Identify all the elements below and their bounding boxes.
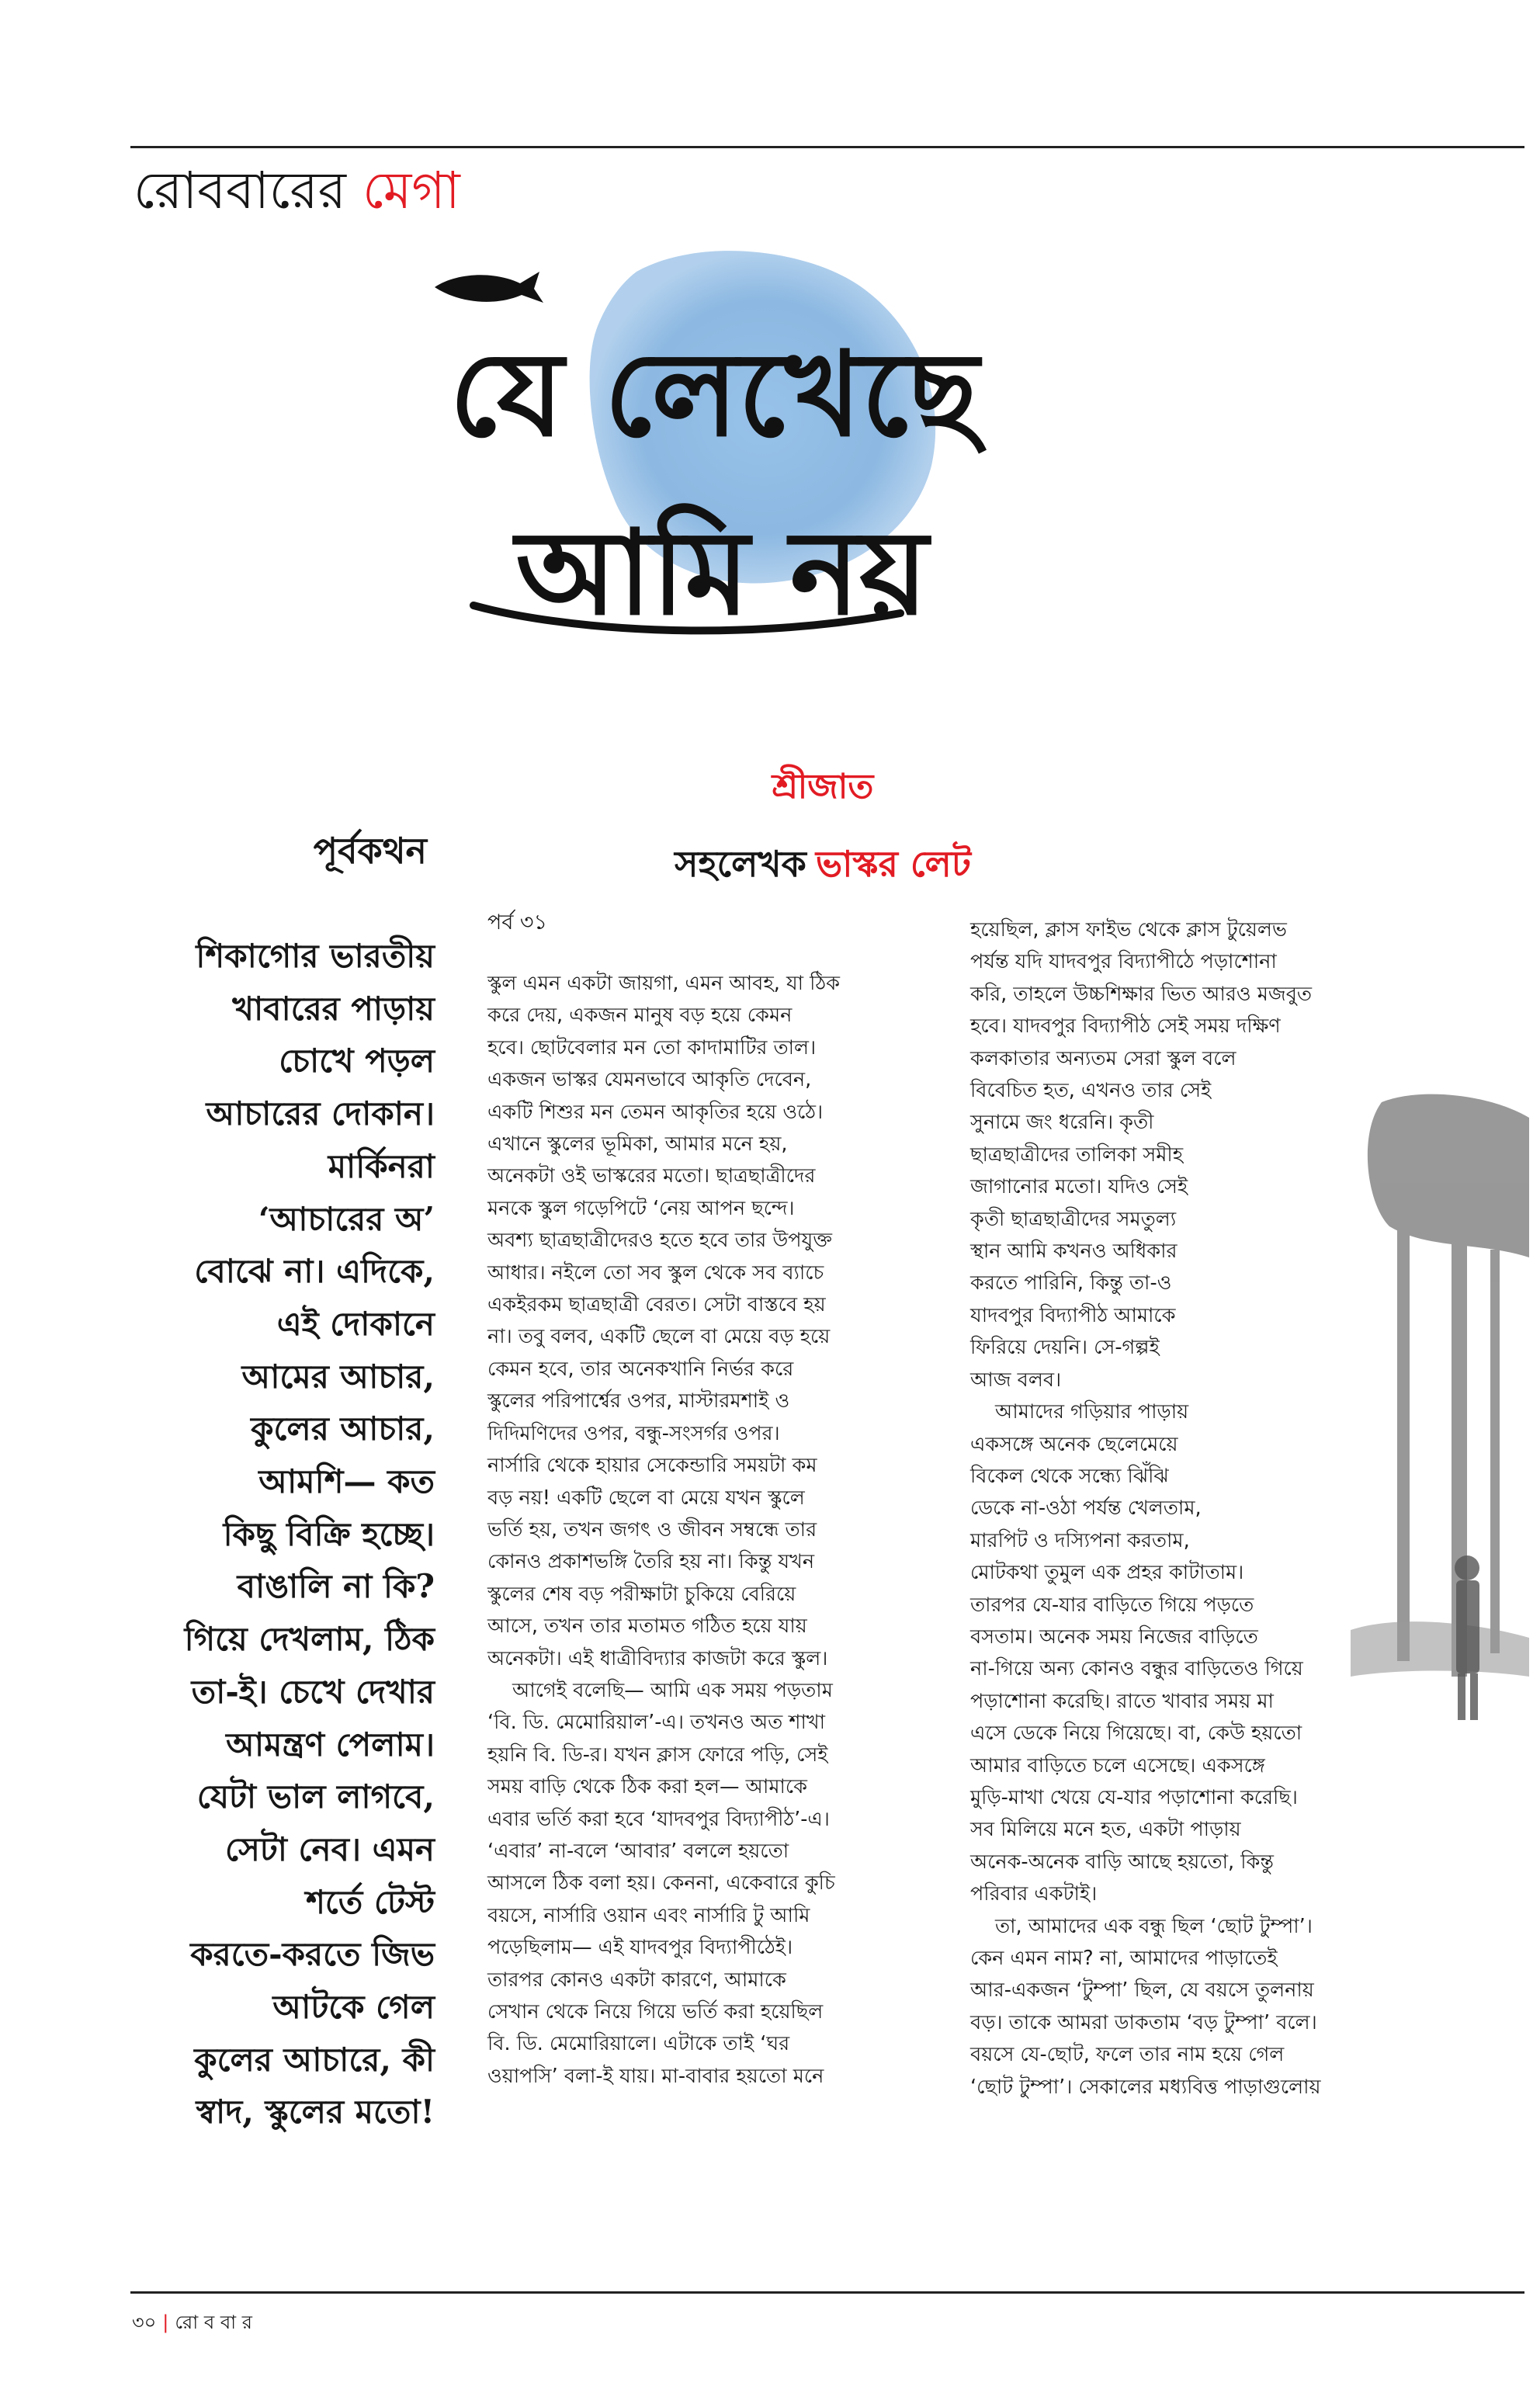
text-line: মারপিট ও দস্যিপনা করতাম, [970,1528,1190,1552]
text-line: কৃতী ছাত্রছাত্রীদের সমতুল্য [970,1207,1177,1231]
text-line: না। তবু বলব, একটি ছেলে বা মেয়ে বড় হয়ে [487,1325,831,1349]
text-line: আমের আচার, [241,1357,435,1396]
text-line: ‘আচারের অ’ [258,1199,435,1238]
text-line: আমাদের গড়িয়ার পাড়ায় [995,1400,1189,1424]
author-name: শ্রীজাত [772,767,874,806]
coauthor-name: ভাস্কর লেট [815,843,971,885]
text-line: যাদবপুর বিদ্যাপীঠ আমাকে [970,1303,1176,1327]
text-line: বোঝে না। এদিকে, [194,1252,435,1291]
text-line: এই দোকানে [276,1304,435,1343]
text-line: করতে পারিনি, কিন্তু তা-ও [970,1271,1172,1295]
text-line: একজন ভাস্কর যেমনভাবে আকৃতি দেবেন, [487,1068,812,1092]
text-line: স্কুল এমন একটা জায়গা, এমন আবহ, যা ঠিক [487,972,840,995]
text-line: আচারের দোকান। [206,1094,435,1133]
text-line: ডেকে না-ওঠা পর্যন্ত খেলতাম, [970,1496,1202,1521]
text-line: খাবারের পাড়ায় [232,989,435,1028]
text-line: করি, তাহলে উচ্চশিক্ষার ভিত আরও মজবুত [970,982,1313,1006]
text-line: এবার ভর্তি করা হবে ‘যাদবপুর বিদ্যাপীঠ’-এ। [487,1807,830,1831]
text-line: একইরকম ছাত্রছাত্রী বেরত। সেটা বাস্তবে হয় [487,1293,826,1317]
text-line: তা, আমাদের এক বন্ধু ছিল ‘ছোট টুম্পা’। [995,1914,1313,1938]
text-line: কেমন হবে, তার অনেকখানি নির্ভর করে [487,1357,794,1381]
text-line: আমন্ত্রণ পেলাম। [226,1725,435,1764]
text-line: এখানে স্কুলের ভূমিকা, আমার মনে হয়, [487,1132,788,1157]
text-line: করে দেয়, একজন মানুষ বড় হয়ে কেমন [487,1004,793,1028]
text-line: বসতাম। অনেক সময় নিজের বাড়িতে [970,1625,1258,1649]
page-footer [132,2308,252,2339]
text-line: হয়নি বি. ডি-র। যখন ক্লাস ফোরে পড়ি, সেই [487,1743,828,1767]
text-line: মার্কিনরা [328,1146,435,1185]
text-line: বড় নয়! একটি ছেলে বা মেয়ে যখন স্কুলে [487,1486,805,1510]
text-line: বাঙালি না কি? [237,1567,435,1606]
preface-heading: পূর্বকথন [313,830,427,872]
text-line: ‘বি. ডি. মেমোরিয়াল’-এ। তখনও অত শাখা [487,1711,825,1735]
text-line: নার্সারি থেকে হায়ার সেকেন্ডারি সময়টা কম [487,1454,817,1478]
section-prefix: রোববারের [134,161,346,220]
text-line: সেখান থেকে নিয়ে গিয়ে ভর্তি করা হয়েছিল [487,2000,824,2024]
text-line: অনেকটা ওই ভাস্করের মতো। ছাত্রছাত্রীদের [487,1164,816,1188]
text-line: সেটা নেব। এমন [225,1829,435,1868]
section-accent: মেগা [362,161,460,220]
article-column-1 [487,968,922,2093]
text-line: সময় বাড়ি থেকে ঠিক করা হল— আমাকে [487,1775,808,1799]
title-line-1: যে লেখেছে [449,326,980,463]
text-line: বি. ডি. মেমোরিয়ালে। এটাকে তাই ‘ঘর [487,2032,790,2056]
coauthor-line [512,838,1133,897]
text-line: কুলের আচারে, কী [194,2040,435,2079]
text-line: কিছু বিক্রি হচ্ছে। [223,1514,435,1553]
publication-name: রো ব বা র [175,2311,252,2333]
text-line: স্বাদ, স্কুলের মতো! [196,2093,435,2131]
text-line: হবে। ছোটবেলার মন তো কাদামাটির তাল। [487,1035,817,1060]
text-line: আমার বাড়িতে চলে এসেছে। একসঙ্গে [970,1753,1265,1777]
page-number: ৩০ [132,2311,157,2333]
section-header [134,163,460,220]
text-line: ছাত্রছাত্রীদের তালিকা সমীহ [970,1143,1184,1167]
text-line: স্থান আমি কখনও অধিকার [970,1240,1178,1264]
text-line: অবশ্য ছাত্রছাত্রীদেরও হতে হবে তার উপযুক্ত [487,1229,832,1253]
text-line: বিবেচিত হত, এখনও তার সেই [970,1079,1212,1103]
text-line: শিকাগোর ভারতীয় [196,937,435,975]
text-line: অনেকটা। এই ধাত্রীবিদ্যার কাজটা করে স্কুল। [487,1646,828,1670]
text-line: বিকেল থেকে সন্ধ্যে ঝিঁঝি [970,1464,1169,1488]
text-line: চোখে পড়ল [279,1042,435,1080]
text-line: আর-একজন ‘টুম্পা’ ছিল, যে বয়সে তুলনায় [970,1979,1314,2003]
top-rule [130,146,1524,148]
fish-sketch [435,272,543,303]
bottom-rule [130,2291,1524,2294]
text-line: জাগানোর মতো। যদিও সেই [970,1175,1188,1199]
text-line: আসলে ঠিক বলা হয়। কেননা, একেবারে কুচি [487,1871,835,1895]
text-line: বড়। তাকে আমরা ডাকতাম ‘বড় টুম্পা’ বলে। [970,2010,1317,2034]
text-line: ‘ছোট টুম্পা’। সেকালের মধ্যবিত্ত পাড়াগুলোয় [970,2075,1321,2099]
text-line: অনেক-অনেক বাড়ি আছে হয়তো, কিন্তু [970,1850,1274,1874]
text-line: আগেই বলেছি— আমি এক সময় পড়তাম [512,1678,833,1702]
text-line: মোটকথা তুমুল এক প্রহর কাটাতাম। [970,1561,1244,1585]
text-line: পড়াশোনা করেছি। রাতে খাবার সময় মা [970,1689,1274,1713]
text-line: ভর্তি হয়, তখন জগৎ ও জীবন সম্বন্ধে তার [487,1517,817,1542]
episode-label: পর্ব ৩১ [487,910,548,935]
text-line: তা-ই। চেখে দেখার [191,1672,435,1711]
text-line: যেটা ভাল লাগবে, [196,1777,435,1816]
text-line: কলকাতার অন্যতম সেরা স্কুল বলে [970,1046,1237,1070]
text-line: হয়েছিল, ক্লাস ফাইভ থেকে ক্লাস টুয়েলভ [970,918,1287,942]
text-line: পড়েছিলাম— এই যাদবপুর বিদ্যাপীঠেই। [487,1936,793,1960]
text-line: বয়সে যে-ছোট, ফলে তার নাম হয়ে গেল [970,2043,1285,2067]
byline [512,761,1133,897]
title-line-2: আমি নয় [515,505,928,641]
text-line: না-গিয়ে অন্য কোনও বন্ধুর বাড়িতেও গিয়ে [970,1657,1303,1681]
text-line: মুড়ি-মাখা খেয়ে যে-যার পড়াশোনা করেছি। [970,1785,1298,1809]
text-line: বয়সে, নার্সারি ওয়ান এবং নার্সারি টু আমি [487,1903,810,1927]
text-line: একসঙ্গে অনেক ছেলেমেয়ে [970,1432,1178,1456]
text-line: ‘এবার’ না-বলে ‘আবার’ বললে হয়তো [487,1839,789,1863]
text-line: সব মিলিয়ে মনে হত, একটা পাড়ায় [970,1818,1241,1842]
text-line: হবে। যাদবপুর বিদ্যাপীঠ সেই সময় দক্ষিণ [970,1014,1281,1039]
text-line: আসে, তখন তার মতামত গঠিত হয়ে যায় [487,1614,807,1639]
text-line: আটকে গেল [272,1988,435,2027]
text-line: গিয়ে দেখলাম, ঠিক [184,1620,435,1659]
text-line: আজ বলব। [970,1368,1062,1392]
text-line: আধার। নইলে তো সব স্কুল থেকে সব ব্যাচে [487,1261,824,1285]
coauthor-label: সহলেখক [675,843,806,885]
text-line: দিদিমণিদের ওপর, বন্ধু-সংসর্গর ওপর। [487,1421,780,1445]
text-line: তারপর কোনও একটা কারণে, আমাকে [487,1968,786,1992]
article-column-2 [970,914,1405,2103]
text-line: ফিরিয়ে দেয়নি। সে-গল্পই [970,1336,1160,1360]
text-line: এসে ডেকে নিয়ে গিয়েছে। বা, কেউ হয়তো [970,1722,1302,1746]
text-line: একটি শিশুর মন তেমন আকৃতির হয়ে ওঠে। [487,1100,824,1124]
text-line: তারপর যে-যার বাড়িতে গিয়ে পড়তে [970,1593,1254,1617]
text-line: করতে-করতে জিভ [190,1935,435,1974]
tree-figure-illustration [1351,1087,1529,1863]
text-line: কুলের আচার, [251,1410,435,1448]
footer-separator: | [162,2311,169,2333]
text-line: কোনও প্রকাশভঙ্গি তৈরি হয় না। কিন্তু যখন [487,1550,815,1574]
preface-text [101,930,435,2138]
text-line: স্কুলের শেষ বড় পরীক্ষাটা চুকিয়ে বেরিয়ে [487,1582,796,1606]
text-line: পর্যন্ত যদি যাদবপুর বিদ্যাপীঠে পড়াশোনা [970,950,1277,974]
text-line: মনকে স্কুল গড়েপিটে ‘নেয় আপন ছন্দে। [487,1196,795,1220]
text-line: পরিবার একটাই। [970,1882,1098,1906]
text-line: আমশি— কত [258,1462,435,1501]
text-line: ওয়াপসি’ বলা-ই যায়। মা-বাবার হয়তো মনে [487,2064,824,2088]
text-line: কেন এমন নাম? না, আমাদের পাড়াতেই [970,1947,1278,1970]
text-line: সুনামে জং ধরেনি। কৃতী [970,1111,1154,1135]
text-line: স্কুলের পরিপার্শ্বের ওপর, মাস্টারমশাই ও [487,1389,790,1413]
title-calligraphy [404,241,1048,722]
text-line: শর্তে টেস্ট [306,1882,435,1921]
